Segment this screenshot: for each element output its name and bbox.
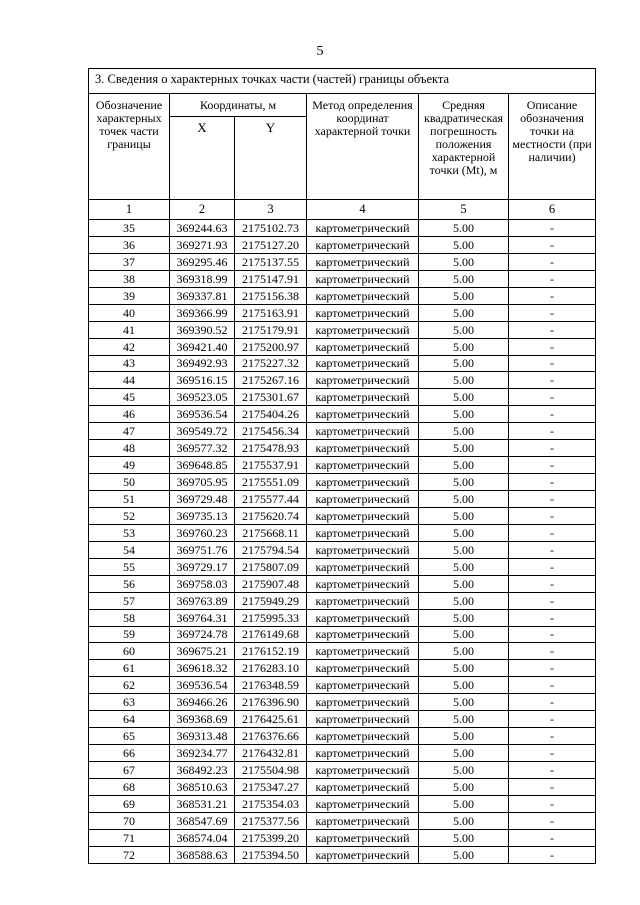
error-cell: 5.00 <box>419 507 509 524</box>
description-cell: - <box>509 711 596 728</box>
point-number-cell: 45 <box>89 389 170 406</box>
y-coordinate-cell: 2175179.91 <box>235 321 307 338</box>
table-row <box>89 829 596 846</box>
point-number-cell: 38 <box>89 270 170 287</box>
description-cell: - <box>509 558 596 575</box>
table-row <box>89 812 596 829</box>
x-coordinate-cell: 368574.04 <box>170 829 235 846</box>
method-cell: картометрический <box>307 287 419 304</box>
table-row <box>89 694 596 711</box>
description-cell: - <box>509 440 596 457</box>
point-number-cell: 50 <box>89 474 170 491</box>
method-cell: картометрический <box>307 372 419 389</box>
x-coordinate-cell: 368510.63 <box>170 778 235 795</box>
x-coordinate-cell: 369234.77 <box>170 745 235 762</box>
point-number-cell: 70 <box>89 812 170 829</box>
description-cell: - <box>509 423 596 440</box>
method-cell: картометрический <box>307 575 419 592</box>
y-coordinate-cell: 2175551.09 <box>235 474 307 491</box>
table-row <box>89 626 596 643</box>
y-coordinate-cell: 2175794.54 <box>235 541 307 558</box>
point-number-cell: 51 <box>89 491 170 508</box>
description-cell: - <box>509 474 596 491</box>
y-coordinate-cell: 2175137.55 <box>235 253 307 270</box>
method-cell: картометрический <box>307 507 419 524</box>
description-cell: - <box>509 541 596 558</box>
boundary-points-table <box>88 68 596 864</box>
method-cell: картометрический <box>307 643 419 660</box>
description-cell: - <box>509 372 596 389</box>
error-cell: 5.00 <box>419 491 509 508</box>
table-row <box>89 507 596 524</box>
table-row <box>89 253 596 270</box>
error-cell: 5.00 <box>419 321 509 338</box>
description-cell: - <box>509 575 596 592</box>
point-number-cell: 65 <box>89 728 170 745</box>
header-coords: Координаты, м <box>170 94 307 117</box>
description-cell: - <box>509 846 596 863</box>
y-coordinate-cell: 2175399.20 <box>235 829 307 846</box>
y-coordinate-cell: 2175907.48 <box>235 575 307 592</box>
point-number-cell: 44 <box>89 372 170 389</box>
x-coordinate-cell: 369390.52 <box>170 321 235 338</box>
error-cell: 5.00 <box>419 524 509 541</box>
table-row <box>89 728 596 745</box>
column-number: 4 <box>307 200 419 220</box>
point-number-cell: 58 <box>89 609 170 626</box>
x-coordinate-cell: 369295.46 <box>170 253 235 270</box>
method-cell: картометрический <box>307 491 419 508</box>
y-coordinate-cell: 2175347.27 <box>235 778 307 795</box>
method-cell: картометрический <box>307 321 419 338</box>
point-number-cell: 48 <box>89 440 170 457</box>
y-coordinate-cell: 2175377.56 <box>235 812 307 829</box>
method-cell: картометрический <box>307 524 419 541</box>
method-cell: картометрический <box>307 778 419 795</box>
point-number-cell: 67 <box>89 762 170 779</box>
error-cell: 5.00 <box>419 220 509 237</box>
description-cell: - <box>509 762 596 779</box>
x-coordinate-cell: 368492.23 <box>170 762 235 779</box>
description-cell: - <box>509 677 596 694</box>
method-cell: картометрический <box>307 541 419 558</box>
y-coordinate-cell: 2175577.44 <box>235 491 307 508</box>
y-coordinate-cell: 2175147.91 <box>235 270 307 287</box>
point-number-cell: 52 <box>89 507 170 524</box>
method-cell: картометрический <box>307 406 419 423</box>
table-row <box>89 660 596 677</box>
x-coordinate-cell: 369724.78 <box>170 626 235 643</box>
method-cell: картометрический <box>307 812 419 829</box>
method-cell: картометрический <box>307 355 419 372</box>
table-row <box>89 643 596 660</box>
table-row <box>89 541 596 558</box>
x-coordinate-cell: 369675.21 <box>170 643 235 660</box>
point-number-cell: 40 <box>89 304 170 321</box>
table-row <box>89 270 596 287</box>
x-coordinate-cell: 368531.21 <box>170 795 235 812</box>
point-number-cell: 49 <box>89 457 170 474</box>
method-cell: картометрический <box>307 609 419 626</box>
description-cell: - <box>509 694 596 711</box>
method-cell: картометрический <box>307 440 419 457</box>
y-coordinate-cell: 2175267.16 <box>235 372 307 389</box>
error-cell: 5.00 <box>419 253 509 270</box>
description-cell: - <box>509 457 596 474</box>
y-coordinate-cell: 2176425.61 <box>235 711 307 728</box>
method-cell: картометрический <box>307 220 419 237</box>
error-cell: 5.00 <box>419 846 509 863</box>
x-coordinate-cell: 369648.85 <box>170 457 235 474</box>
x-coordinate-cell: 369337.81 <box>170 287 235 304</box>
header-method: Метод определения координат характерной точки <box>307 94 419 200</box>
method-cell: картометрический <box>307 474 419 491</box>
error-cell: 5.00 <box>419 423 509 440</box>
table-row <box>89 338 596 355</box>
method-cell: картометрический <box>307 253 419 270</box>
error-cell: 5.00 <box>419 270 509 287</box>
table-row <box>89 236 596 253</box>
x-coordinate-cell: 369618.32 <box>170 660 235 677</box>
method-cell: картометрический <box>307 389 419 406</box>
table-row <box>89 406 596 423</box>
method-cell: картометрический <box>307 829 419 846</box>
x-coordinate-cell: 369466.26 <box>170 694 235 711</box>
table-row <box>89 609 596 626</box>
point-number-cell: 54 <box>89 541 170 558</box>
point-number-cell: 35 <box>89 220 170 237</box>
y-coordinate-cell: 2176376.66 <box>235 728 307 745</box>
point-number-cell: 59 <box>89 626 170 643</box>
y-coordinate-cell: 2175102.73 <box>235 220 307 237</box>
y-coordinate-cell: 2175807.09 <box>235 558 307 575</box>
table-row <box>89 457 596 474</box>
point-number-cell: 53 <box>89 524 170 541</box>
description-cell: - <box>509 236 596 253</box>
point-number-cell: 43 <box>89 355 170 372</box>
description-cell: - <box>509 507 596 524</box>
table-row <box>89 220 596 237</box>
description-cell: - <box>509 728 596 745</box>
y-coordinate-cell: 2176432.81 <box>235 745 307 762</box>
point-number-cell: 63 <box>89 694 170 711</box>
description-cell: - <box>509 304 596 321</box>
x-coordinate-cell: 369536.54 <box>170 677 235 694</box>
description-cell: - <box>509 287 596 304</box>
description-cell: - <box>509 643 596 660</box>
column-number: 5 <box>419 200 509 220</box>
description-cell: - <box>509 795 596 812</box>
description-cell: - <box>509 220 596 237</box>
y-coordinate-cell: 2175301.67 <box>235 389 307 406</box>
section-title: 3. Сведения о характерных точках части (частей) границы объекта <box>89 69 596 94</box>
description-cell: - <box>509 829 596 846</box>
description-cell: - <box>509 338 596 355</box>
x-coordinate-cell: 369313.48 <box>170 728 235 745</box>
header-error: Средняя квадратическая погрешность положения характерной точки (Mt), м <box>419 94 509 200</box>
y-coordinate-cell: 2175163.91 <box>235 304 307 321</box>
error-cell: 5.00 <box>419 355 509 372</box>
error-cell: 5.00 <box>419 728 509 745</box>
y-coordinate-cell: 2175620.74 <box>235 507 307 524</box>
table-row <box>89 778 596 795</box>
y-coordinate-cell: 2176149.68 <box>235 626 307 643</box>
x-coordinate-cell: 369760.23 <box>170 524 235 541</box>
x-coordinate-cell: 369758.03 <box>170 575 235 592</box>
column-number: 2 <box>170 200 235 220</box>
y-coordinate-cell: 2175504.98 <box>235 762 307 779</box>
description-cell: - <box>509 524 596 541</box>
error-cell: 5.00 <box>419 236 509 253</box>
y-coordinate-cell: 2176283.10 <box>235 660 307 677</box>
error-cell: 5.00 <box>419 474 509 491</box>
x-coordinate-cell: 369421.40 <box>170 338 235 355</box>
method-cell: картометрический <box>307 423 419 440</box>
method-cell: картометрический <box>307 762 419 779</box>
method-cell: картометрический <box>307 457 419 474</box>
point-number-cell: 55 <box>89 558 170 575</box>
method-cell: картометрический <box>307 236 419 253</box>
table-row <box>89 321 596 338</box>
table-row <box>89 304 596 321</box>
table-row <box>89 423 596 440</box>
table-row <box>89 372 596 389</box>
error-cell: 5.00 <box>419 694 509 711</box>
y-coordinate-cell: 2175478.93 <box>235 440 307 457</box>
point-number-cell: 56 <box>89 575 170 592</box>
error-cell: 5.00 <box>419 660 509 677</box>
x-coordinate-cell: 368588.63 <box>170 846 235 863</box>
error-cell: 5.00 <box>419 795 509 812</box>
method-cell: картометрический <box>307 745 419 762</box>
header-description: Описание обозначения точки на местности (при наличии) <box>509 94 596 200</box>
x-coordinate-cell: 369751.76 <box>170 541 235 558</box>
error-cell: 5.00 <box>419 440 509 457</box>
point-number-cell: 71 <box>89 829 170 846</box>
description-cell: - <box>509 812 596 829</box>
table-row <box>89 795 596 812</box>
point-number-cell: 62 <box>89 677 170 694</box>
error-cell: 5.00 <box>419 643 509 660</box>
description-cell: - <box>509 355 596 372</box>
error-cell: 5.00 <box>419 745 509 762</box>
table-row <box>89 592 596 609</box>
header-point: Обозначение характерных точек части границы <box>89 94 170 200</box>
x-coordinate-cell: 369492.93 <box>170 355 235 372</box>
x-coordinate-cell: 369368.69 <box>170 711 235 728</box>
point-number-cell: 66 <box>89 745 170 762</box>
method-cell: картометрический <box>307 558 419 575</box>
error-cell: 5.00 <box>419 406 509 423</box>
point-number-cell: 39 <box>89 287 170 304</box>
error-cell: 5.00 <box>419 812 509 829</box>
x-coordinate-cell: 369735.13 <box>170 507 235 524</box>
y-coordinate-cell: 2175668.11 <box>235 524 307 541</box>
error-cell: 5.00 <box>419 338 509 355</box>
column-number: 1 <box>89 200 170 220</box>
table-row <box>89 440 596 457</box>
error-cell: 5.00 <box>419 592 509 609</box>
point-number-cell: 37 <box>89 253 170 270</box>
description-cell: - <box>509 491 596 508</box>
method-cell: картометрический <box>307 694 419 711</box>
x-coordinate-cell: 369318.99 <box>170 270 235 287</box>
method-cell: картометрический <box>307 846 419 863</box>
y-coordinate-cell: 2175537.91 <box>235 457 307 474</box>
point-number-cell: 64 <box>89 711 170 728</box>
error-cell: 5.00 <box>419 304 509 321</box>
x-coordinate-cell: 369523.05 <box>170 389 235 406</box>
description-cell: - <box>509 626 596 643</box>
page-number: 5 <box>316 44 324 59</box>
x-coordinate-cell: 369516.15 <box>170 372 235 389</box>
error-cell: 5.00 <box>419 575 509 592</box>
point-number-cell: 69 <box>89 795 170 812</box>
error-cell: 5.00 <box>419 457 509 474</box>
point-number-cell: 36 <box>89 236 170 253</box>
x-coordinate-cell: 369536.54 <box>170 406 235 423</box>
description-cell: - <box>509 609 596 626</box>
x-coordinate-cell: 369271.93 <box>170 236 235 253</box>
error-cell: 5.00 <box>419 609 509 626</box>
description-cell: - <box>509 592 596 609</box>
point-number-cell: 41 <box>89 321 170 338</box>
x-coordinate-cell: 368547.69 <box>170 812 235 829</box>
method-cell: картометрический <box>307 728 419 745</box>
description-cell: - <box>509 660 596 677</box>
description-cell: - <box>509 778 596 795</box>
y-coordinate-cell: 2175156.38 <box>235 287 307 304</box>
x-coordinate-cell: 369729.17 <box>170 558 235 575</box>
x-coordinate-cell: 369366.99 <box>170 304 235 321</box>
method-cell: картометрический <box>307 592 419 609</box>
x-coordinate-cell: 369577.32 <box>170 440 235 457</box>
x-coordinate-cell: 369729.48 <box>170 491 235 508</box>
table-row <box>89 846 596 863</box>
method-cell: картометрический <box>307 338 419 355</box>
table-row <box>89 524 596 541</box>
error-cell: 5.00 <box>419 778 509 795</box>
x-coordinate-cell: 369244.63 <box>170 220 235 237</box>
table-row <box>89 677 596 694</box>
point-number-cell: 72 <box>89 846 170 863</box>
y-coordinate-cell: 2175200.97 <box>235 338 307 355</box>
table-row <box>89 287 596 304</box>
y-coordinate-cell: 2176396.90 <box>235 694 307 711</box>
point-number-cell: 68 <box>89 778 170 795</box>
method-cell: картометрический <box>307 660 419 677</box>
error-cell: 5.00 <box>419 711 509 728</box>
y-coordinate-cell: 2175227.32 <box>235 355 307 372</box>
y-coordinate-cell: 2175404.26 <box>235 406 307 423</box>
error-cell: 5.00 <box>419 372 509 389</box>
table-row <box>89 762 596 779</box>
y-coordinate-cell: 2175456.34 <box>235 423 307 440</box>
error-cell: 5.00 <box>419 558 509 575</box>
x-coordinate-cell: 369764.31 <box>170 609 235 626</box>
method-cell: картометрический <box>307 677 419 694</box>
table-row <box>89 711 596 728</box>
error-cell: 5.00 <box>419 541 509 558</box>
y-coordinate-cell: 2175394.50 <box>235 846 307 863</box>
error-cell: 5.00 <box>419 287 509 304</box>
y-coordinate-cell: 2175949.29 <box>235 592 307 609</box>
y-coordinate-cell: 2176152.19 <box>235 643 307 660</box>
header-y: Y <box>235 116 307 199</box>
table-row <box>89 558 596 575</box>
description-cell: - <box>509 389 596 406</box>
header-x: X <box>170 116 235 199</box>
table-row <box>89 474 596 491</box>
table-row <box>89 355 596 372</box>
point-number-cell: 46 <box>89 406 170 423</box>
y-coordinate-cell: 2176348.59 <box>235 677 307 694</box>
description-cell: - <box>509 406 596 423</box>
x-coordinate-cell: 369705.95 <box>170 474 235 491</box>
column-number: 6 <box>509 200 596 220</box>
method-cell: картометрический <box>307 270 419 287</box>
table-row <box>89 575 596 592</box>
point-number-cell: 47 <box>89 423 170 440</box>
point-number-cell: 61 <box>89 660 170 677</box>
column-number: 3 <box>235 200 307 220</box>
table-row <box>89 389 596 406</box>
error-cell: 5.00 <box>419 829 509 846</box>
error-cell: 5.00 <box>419 389 509 406</box>
point-number-cell: 60 <box>89 643 170 660</box>
description-cell: - <box>509 745 596 762</box>
y-coordinate-cell: 2175354.03 <box>235 795 307 812</box>
error-cell: 5.00 <box>419 677 509 694</box>
x-coordinate-cell: 369549.72 <box>170 423 235 440</box>
table-row <box>89 491 596 508</box>
point-number-cell: 42 <box>89 338 170 355</box>
x-coordinate-cell: 369763.89 <box>170 592 235 609</box>
description-cell: - <box>509 321 596 338</box>
description-cell: - <box>509 253 596 270</box>
method-cell: картометрический <box>307 711 419 728</box>
y-coordinate-cell: 2175127.20 <box>235 236 307 253</box>
y-coordinate-cell: 2175995.33 <box>235 609 307 626</box>
point-number-cell: 57 <box>89 592 170 609</box>
description-cell: - <box>509 270 596 287</box>
method-cell: картометрический <box>307 304 419 321</box>
method-cell: картометрический <box>307 626 419 643</box>
table-row <box>89 745 596 762</box>
method-cell: картометрический <box>307 795 419 812</box>
error-cell: 5.00 <box>419 626 509 643</box>
error-cell: 5.00 <box>419 762 509 779</box>
